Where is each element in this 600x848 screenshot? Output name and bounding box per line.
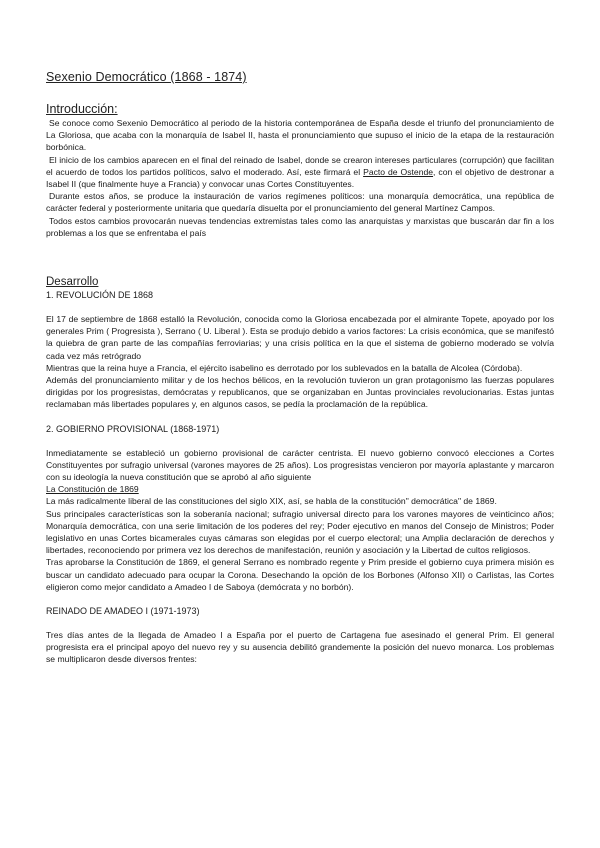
intro-paragraph-4: Todos estos cambios provocarán nuevas tendencias extremistas tales como las anarquistas y marxistas que buscarán dar fin a los problemas a los que se enfrentaba el país [46,215,554,238]
intro-paragraph-3: Durante estos años, se produce la instauración de varios regímenes políticos: una monarquía democrática, una república de carácter federal y posteriormente unitaria que quedaría disuelta por el pronunciamiento del general Martínez Campos. [46,191,554,214]
section-1-title: 1. REVOLUCIÓN DE 1868 [46,290,154,300]
s1-paragraph-3: Además del pronunciamiento militar y de los hechos bélicos, en la revolución tuvieron un gran protagonismo las fuerzas populares dirigidas por los progresistas, demócratas y republicanos, que se organizaban en Juntas provinciales revolucionarias. Estas juntas reclamaban más libertades populares y, en algunos casos, se pedía la proclamación de la república. [46,375,554,410]
s2-subheading: La Constitución de 1869 [46,484,139,495]
s2-paragraph-1: Inmediatamente se estableció un gobierno provisional de carácter centrista. El nuevo gobierno convocó elecciones a Cortes Constituyentes por sufragio universal (varones mayores de 25 años). Los progresistas vencieron por mayoría aplastante y marcaron con su ideología la nueva constitución que se aprobó al año siguiente [46,447,554,483]
page-title: Sexenio Democrático (1868 - 1874) [46,70,247,84]
s2-paragraph-4: Tras aprobarse la Constitución de 1869, el general Serrano es nombrado regente y Prim preside el gobierno cuya primera misión es buscar un candidato adecuado para ocupar la Corona. Desechando la opción de los Borbones (Alfonso XII) o Carlistas, las Cortes eligieron como mejor candidato a Amadeo I de Saboya (demócrata y no borbón). [46,557,554,592]
intro-paragraph-2 [46,154,554,191]
s1-paragraph-2: Mientras que la reina huye a Francia, el ejército isabelino es derrotado por los sublevados en la batalla de Alcolea (Córdoba). [46,362,523,373]
intro-p2-text-a: El inicio de los cambios aparecen en el final del reinado de Isabel, donde se crearon intereses particulares (corrupción) que facilitan el acuerdo de todos los partidos políticos, salvo el moderado. Así, este firmará el [46,154,554,177]
s2-paragraph-2: La más radicalmente liberal de las constituciones del siglo XIX, así, se habla de la constitución" democrática" de 1869. [46,496,497,507]
section-2-title: 2. GOBIERNO PROVISIONAL (1868-1971) [46,423,220,434]
intro-section [46,117,554,239]
intro-paragraph-1: Se conoce como Sexenio Democrático al periodo de la historia contemporánea de España desde el triunfo del pronunciamiento de La Gloriosa, que acaba con la monarquía de Isabel II, hasta el pronunciamiento que supuso el inicio de la etapa de la restauración borbónica. [46,118,554,153]
intro-p2-text-b: , con el objetivo de destronar a Isabel II (que finalmente huye a Francia) y convocar unas Cortes Constituyentes. [46,166,555,190]
section-3-title: REINADO DE AMADEO I (1971-1973) [46,606,200,617]
pacto-ostende-link: Pacto de Ostende [363,166,434,177]
desarrollo-heading: Desarrollo [46,276,99,288]
intro-heading: Introducción: [46,102,118,116]
s2-paragraph-3: Sus principales características son la soberanía nacional; sufragio universal directo para los varones mayores de veinticinco años; Monarquía democrática, con una serie limitación de los poderes del rey; Poder ejecutivo en manos del Consejo de Ministros; Poder legislativo en unas Cortes bicamerales cuyas cámaras son elegidas por el cuerpo electoral; una Amplia declaración de derechos y libertades, reconociendo por primera vez los derechos de manifestación, reunión y asociación y la Libertad de cultos religiosos. [46,508,554,556]
desarrollo-section [46,276,554,666]
s1-paragraph-1: El 17 de septiembre de 1868 estalló la Revolución, conocida como la Gloriosa encabezada por el almirante Topete, apoyado por los generales Prim ( Progresista ), Serrano ( U. Liberal ). Esta se produjo debido a varios factores: La crisis económica, que se manifestó la quiebra de gran parte de las compañías ferroviarias; y una crisis política en la que el sistema de gobierno moderado se volvía cada vez más retrógrado [46,314,554,361]
s3-paragraph-1: Tres días antes de la llegada de Amadeo I a España por el puerto de Cartagena fue asesinado el general Prim. El general progresista era el principal apoyo del nuevo rey y su ausencia debilitó grandemente la posición del nuevo monarca. Los problemas se multiplicaron desde diversos frentes: [46,630,554,665]
